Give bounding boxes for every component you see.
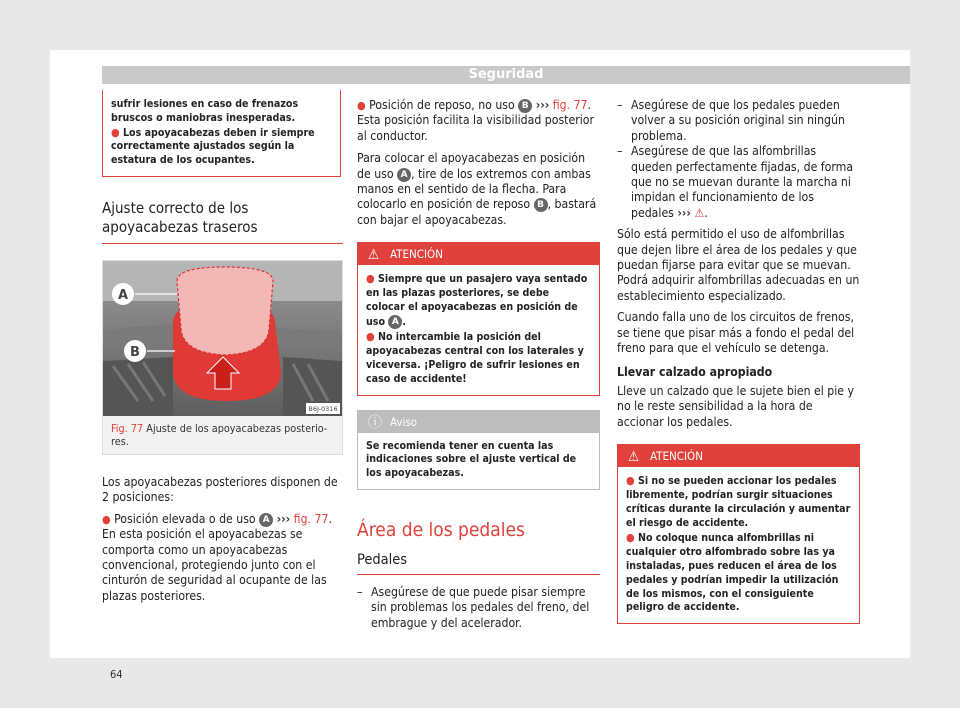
warning-box bbox=[357, 242, 600, 395]
section-title: Ajuste correcto de los apoyacabezas traseros bbox=[102, 199, 343, 244]
manual-page bbox=[50, 50, 910, 681]
warning-bullet bbox=[626, 474, 851, 530]
bullet-elevated bbox=[102, 512, 345, 604]
dash-item: – Asegúrese de que los pedales pueden volver a su posición original sin ningún problema. bbox=[617, 98, 860, 144]
bullet-icon: ● bbox=[357, 99, 366, 112]
note-body bbox=[358, 433, 599, 489]
marker-a: A bbox=[388, 315, 402, 329]
bullet-icon: ● bbox=[102, 512, 111, 526]
caption-figure-ref: Fig. 77 bbox=[111, 421, 144, 435]
page-header: Seguridad bbox=[102, 66, 910, 84]
note-box bbox=[357, 410, 600, 490]
para-text-end: , bastará con bajar el apoyacabezas. bbox=[357, 197, 597, 227]
instructions-paragraph bbox=[357, 151, 600, 228]
bullet-icon: ● bbox=[111, 125, 120, 139]
page-number: 64 bbox=[110, 668, 123, 681]
warning-title: ATENCIÓN bbox=[650, 449, 703, 464]
marker-a: A bbox=[259, 513, 273, 527]
column-left bbox=[102, 90, 345, 604]
column-right bbox=[617, 98, 860, 624]
warning-triangle-icon: ⚠ bbox=[628, 449, 640, 466]
warning-bullet-text: Si no se pueden accionar los pedales libremente, podrían surgir situaciones críticas durante la circulación y aumentar el riesgo de accidente. bbox=[626, 475, 851, 529]
warning-box bbox=[617, 444, 860, 624]
warning-bullet bbox=[366, 330, 591, 386]
warning-bullet bbox=[366, 272, 591, 329]
warning-bullet-text: Siempre que un pasajero vaya sentado en las plazas posteriores, se debe colocar el apoyacabezas en posición de uso bbox=[366, 273, 588, 328]
paragraph-mats: Sólo está permitido el uso de alfombrillas que dejen libre el área de los pedales y que puedan fijarse para evitar que se muevan. Podrá adquirir alfombrillas adecuadas en un establecimiento especializado. bbox=[617, 227, 860, 303]
intro-paragraph: Los apoyacabezas posteriores disponen de 2 posiciones: bbox=[102, 474, 338, 505]
note-text: Se recomienda tener en cuenta las indicaciones sobre el ajuste vertical de los apoyacabezas. bbox=[366, 439, 577, 480]
warning-bullet-text: No coloque nunca alfombrillas ni cualquier otro alfombrado sobre las ya instaladas, pues reducen el área de los pedales y podrían impedir la utilización de los mismos, con el consiguiente peligro de accidente. bbox=[626, 532, 839, 614]
warning-body bbox=[618, 467, 859, 623]
paragraph-brakes: Cuando falla uno de los circuitos de frenos, se tiene que pisar más a fondo el pedal del freno para que el vehículo se detenga. bbox=[617, 310, 855, 356]
dash-item-text: Asegúrese de que las alfombrillas queden perfectamente fijadas, de forma que no se muevan durante la marcha ni impidan el funcionamiento de los pedales bbox=[631, 144, 854, 220]
bullet-icon: ● bbox=[366, 330, 375, 344]
note-header bbox=[358, 411, 599, 433]
figure-77 bbox=[102, 260, 343, 455]
fig-link-text: fig. 77 bbox=[293, 511, 329, 526]
para-text-mid: , tire de los extremos con ambas manos en el sentido de la flecha. Para colocarlo en posición de reposo bbox=[357, 166, 591, 212]
warning-triangle-icon: ⚠ bbox=[694, 205, 705, 220]
fig-link[interactable]: ››› fig. 77 bbox=[276, 511, 329, 526]
column-middle bbox=[357, 98, 600, 631]
bullet-text-cont: . En esta posición el apoyacabezas se comporta como un apoyacabezas convencional, protegiendo junto con el cinturón de seguridad al ocupante de las plazas posteriores. bbox=[102, 511, 332, 603]
marker-b: B bbox=[518, 99, 532, 113]
figure-caption bbox=[103, 416, 342, 454]
marker-a: A bbox=[397, 168, 411, 182]
warning-continued-text: sufrir lesiones en caso de frenazos bruscos o maniobras inesperadas. bbox=[111, 98, 299, 124]
warning-bullet-text: No intercambie la posición del apoyacabezas central con los laterales y viceversa. ¡Peligro de sufrir lesiones en caso de accidente! bbox=[366, 331, 584, 385]
figure-code: B6J-0316 bbox=[308, 404, 338, 413]
fig-link-text: fig. 77 bbox=[552, 98, 588, 112]
info-icon: ⓘ bbox=[368, 414, 382, 431]
warning-header bbox=[358, 243, 599, 265]
warning-bullet-text: Los apoyacabezas deben ir siempre correctamente ajustados según la estatura de los ocupantes. bbox=[111, 126, 315, 167]
bullet-text-cont: . Esta posición facilita la visibilidad posterior al conductor. bbox=[357, 98, 594, 143]
dash-item: – Asegúrese de que puede pisar siempre sin problemas los pedales del freno, del embrague y del acelerador. bbox=[357, 585, 600, 631]
callout-b: B bbox=[130, 344, 140, 360]
warning-box-continued bbox=[102, 90, 341, 177]
warning-bullet bbox=[111, 126, 332, 168]
bullet-icon: ● bbox=[366, 272, 375, 286]
warning-bullet-end: . bbox=[402, 315, 406, 328]
caption-text: Ajuste de los apoyacabezas posteriores. bbox=[111, 421, 328, 448]
bullet-icon: ● bbox=[626, 531, 635, 545]
bullet-icon: ● bbox=[626, 474, 635, 488]
warning-title: ATENCIÓN bbox=[390, 247, 443, 262]
bullet-text: Posición de reposo, no uso bbox=[369, 98, 515, 112]
paragraph-heading: Llevar calzado apropiado bbox=[617, 364, 773, 379]
fig-link[interactable]: ››› fig. 77 bbox=[535, 98, 588, 112]
warning-body bbox=[358, 265, 599, 394]
dash-item: – Asegúrese de que las alfombrillas queden perfectamente fijadas, de forma que no se muevan durante la marcha ni impidan el funcionamiento de los pedales ››› ⚠. bbox=[617, 144, 860, 221]
para-text: Para colocar el apoyacabezas en posición de uso bbox=[357, 151, 586, 181]
headrest-illustration bbox=[103, 261, 342, 416]
subsection-title: Pedales bbox=[357, 552, 600, 575]
callout-a: A bbox=[117, 287, 129, 303]
headrest-drawing bbox=[103, 261, 342, 416]
paragraph-footwear: Lleve un calzado que le sujete bien el pie y no le reste sensibilidad a la hora de accionar los pedales. bbox=[617, 383, 855, 429]
warning-header bbox=[618, 445, 859, 467]
bullet-rest bbox=[357, 98, 600, 144]
warning-link[interactable]: ››› ⚠ bbox=[677, 205, 705, 220]
bullet-text: Posición elevada o de uso bbox=[114, 511, 256, 526]
chapter-title: Área de los pedales bbox=[357, 519, 525, 542]
warning-triangle-icon: ⚠ bbox=[368, 247, 380, 264]
marker-b: B bbox=[534, 198, 548, 212]
warning-bullet bbox=[626, 531, 851, 615]
note-title: Aviso bbox=[390, 414, 418, 429]
